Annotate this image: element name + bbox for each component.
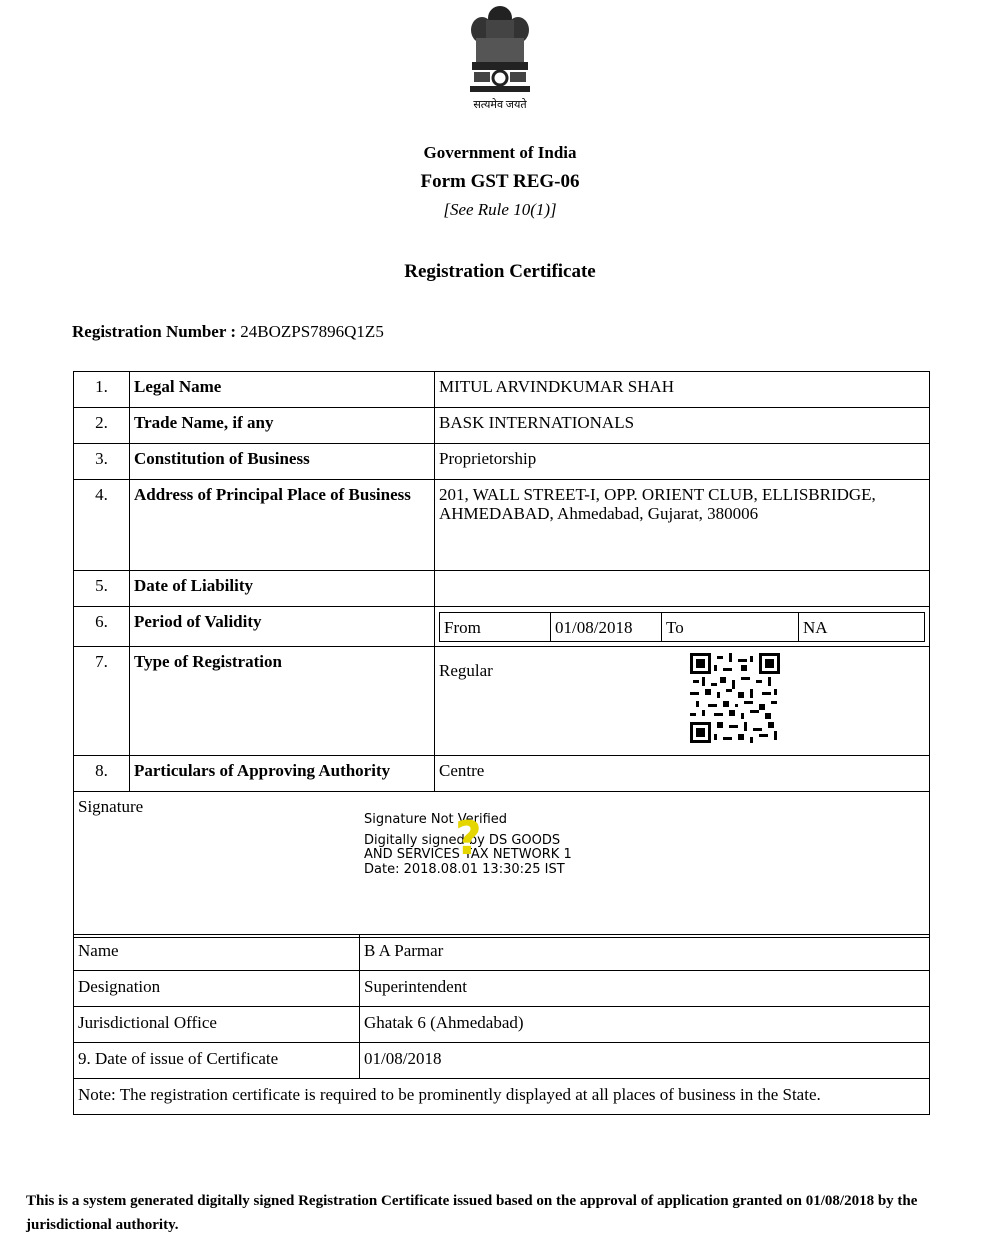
designation-label: Designation xyxy=(74,971,360,1007)
registration-number xyxy=(72,322,384,342)
table-row xyxy=(74,372,930,408)
signature-line-1: Digitally signed by DS GOODS xyxy=(364,832,561,848)
signature-line-2: AND SERVICES TAX NETWORK 1 xyxy=(364,847,572,862)
period-of-validity-label: Period of Validity xyxy=(130,607,435,647)
address-value: 201, WALL STREET-I, OPP. ORIENT CLUB, ELLISBRIDGE, AHMEDABAD, Ahmedabad, Gujarat, 380006 xyxy=(435,480,930,571)
date-of-issue-label: 9. Date of issue of Certificate xyxy=(74,1043,360,1079)
footer-statement: This is a system generated digitally signed Registration Certificate issued based on the approval of application granted on 01/08/2018 by the jurisdictional authority. xyxy=(26,1193,918,1233)
date-of-liability-label: Date of Liability xyxy=(130,571,435,607)
registration-number-label: Registration Number : xyxy=(72,322,236,341)
table-row xyxy=(74,756,930,792)
to-value: NA xyxy=(799,613,925,642)
table-row xyxy=(74,408,930,444)
validity-subtable xyxy=(439,612,925,642)
date-of-liability-value xyxy=(435,571,930,607)
type-of-registration-label: Type of Registration xyxy=(130,647,435,756)
address-label: Address of Principal Place of Business xyxy=(130,480,435,571)
emblem-motto: सत्यमेव जयते xyxy=(473,99,527,111)
type-of-registration-value: Regular xyxy=(435,647,930,756)
table-row xyxy=(74,935,930,971)
table-row xyxy=(74,971,930,1007)
legal-name-value: MITUL ARVINDKUMAR SHAH xyxy=(435,372,930,408)
registration-number-value: 24BOZPS7896Q1Z5 xyxy=(240,322,384,341)
row-number: 5. xyxy=(74,571,130,607)
table-row xyxy=(74,1043,930,1079)
legal-name-label: Legal Name xyxy=(130,372,435,408)
from-label: From xyxy=(440,613,551,642)
table-row xyxy=(74,607,930,647)
table-row xyxy=(74,1007,930,1043)
name-value: B A Parmar xyxy=(360,935,930,971)
signature-status: Signature Not Verified xyxy=(364,812,508,827)
officer-details-table xyxy=(73,934,930,1115)
signature-line-3: Date: 2018.08.01 13:30:25 IST xyxy=(364,861,565,877)
approving-authority-label: Particulars of Approving Authority xyxy=(130,756,435,792)
to-label: To xyxy=(662,613,799,642)
from-value: 01/08/2018 xyxy=(551,613,662,642)
constitution-label: Constitution of Business xyxy=(130,444,435,480)
jurisdictional-office-value: Ghatak 6 (Ahmedabad) xyxy=(360,1007,930,1043)
constitution-value: Proprietorship xyxy=(435,444,930,480)
row-number: 8. xyxy=(74,756,130,792)
row-number: 7. xyxy=(74,647,130,756)
trade-name-value: BASK INTERNATIONALS xyxy=(435,408,930,444)
certificate-title: Registration Certificate xyxy=(404,261,596,282)
name-label: Name xyxy=(74,935,360,971)
row-number: 2. xyxy=(74,408,130,444)
table-row xyxy=(74,647,930,756)
rule-reference: [See Rule 10(1)] xyxy=(443,200,557,219)
trade-name-label: Trade Name, if any xyxy=(130,408,435,444)
row-number: 1. xyxy=(74,372,130,408)
table-row xyxy=(74,1079,930,1115)
table-row xyxy=(74,571,930,607)
row-number: 6. xyxy=(74,607,130,647)
row-number: 4. xyxy=(74,480,130,571)
approving-authority-value: Centre xyxy=(435,756,930,792)
government-heading: Government of India xyxy=(423,143,577,162)
designation-value: Superintendent xyxy=(360,971,930,1007)
signature-label: Signature xyxy=(74,792,930,938)
form-title: Form GST REG-06 xyxy=(420,171,580,192)
period-of-validity-cell xyxy=(435,607,930,647)
jurisdictional-office-label: Jurisdictional Office xyxy=(74,1007,360,1043)
display-note: Note: The registration certificate is required to be prominently displayed at all places of business in the State. xyxy=(74,1079,930,1115)
table-row xyxy=(74,480,930,571)
signature-unverified-icon[interactable]: ? xyxy=(455,811,482,865)
date-of-issue-value: 01/08/2018 xyxy=(360,1043,930,1079)
qr-code-icon xyxy=(690,653,780,743)
row-number: 3. xyxy=(74,444,130,480)
table-row xyxy=(74,444,930,480)
